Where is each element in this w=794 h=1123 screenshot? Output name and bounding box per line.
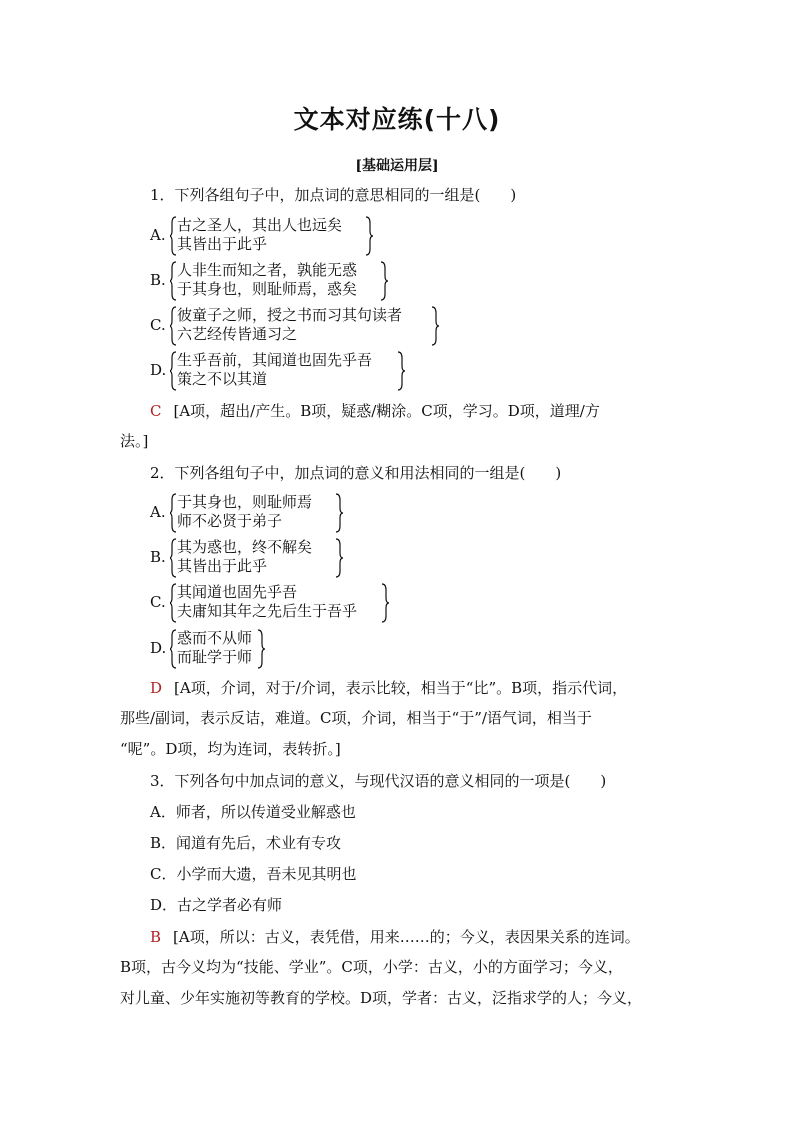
option-line-2: 夫庸知其年之先后生于吾乎 [177, 602, 358, 620]
page-title: 文本对应练(十八) [293, 105, 501, 134]
option-line-1: 惑而不从师 [177, 629, 253, 647]
q2-answer-cont-2: “呢”。D项，均为连词，表转折。] [120, 740, 341, 758]
answer-explanation: [A项，介词，对于/介词，表示比较，相当于“比”。B项，指示代词， [174, 679, 628, 697]
option-line-1: 其为惑也，终不解矣 [177, 538, 313, 556]
option-line-1: 生乎吾前，其闻道也固先乎吾 [177, 351, 373, 369]
option-line-1: 彼童子之师，授之书而习其句读者 [177, 306, 403, 324]
q3-answer-cont-2: 对儿童、少年实施初等教育的学校。D项，学者：古义，泛指求学的人；今义， [120, 989, 643, 1007]
q3-option-d: D．古之学者必有师 [150, 896, 283, 914]
option-line-2: 于其身也，则耻师焉，惑矣 [177, 280, 358, 298]
option-label: C. [150, 593, 166, 611]
question-1-stem: 1．下列各组句子中，加点词的意思相同的一组是( ) [150, 186, 517, 204]
question-3-stem: 3．下列各句中加点词的意义，与现代汉语的意义相同的一项是( ) [150, 772, 607, 790]
q2-answer [150, 678, 627, 698]
q3-option-a: A．师者，所以传道受业解惑也 [150, 803, 356, 821]
option-line-2: 师不必贤于弟子 [177, 512, 283, 530]
q3-option-b: B．闻道有先后，术业有专攻 [150, 834, 342, 852]
option-label: A. [150, 226, 166, 244]
option-line-2: 六艺经传皆通习之 [177, 325, 298, 343]
option-line-1: 古之圣人，其出人也远矣 [177, 216, 343, 234]
option-line-1: 人非生而知之者，孰能无惑 [177, 261, 358, 279]
q3-answer-cont-1: B项，古今义均为“技能、学业”。C项，小学：古义，小的方面学习；今义， [120, 958, 623, 976]
option-line-2: 策之不以其道 [177, 370, 268, 388]
option-label: A. [150, 503, 166, 521]
option-line-2: 其皆出于此乎 [177, 235, 268, 253]
option-label: B. [150, 548, 166, 566]
section-heading: [基础运用层] [355, 158, 439, 174]
option-label: D. [150, 361, 167, 379]
option-label: B. [150, 271, 166, 289]
option-line-2: 而耻学于师 [177, 648, 253, 666]
q1-answer-cont: 法。] [120, 432, 149, 450]
option-line-1: 其闻道也固先乎吾 [177, 583, 298, 601]
question-2-stem: 2．下列各组句子中，加点词的意义和用法相同的一组是( ) [150, 464, 562, 482]
option-line-2: 其皆出于此乎 [177, 557, 268, 575]
q1-answer [150, 401, 600, 421]
answer-letter: D [150, 679, 163, 697]
answer-explanation: [A项，所以：古义，表凭借，用来……的；今义，表因果关系的连词。 [173, 928, 640, 946]
answer-letter: B [150, 928, 162, 946]
q3-answer [150, 927, 640, 947]
option-label: C. [150, 316, 166, 334]
option-line-1: 于其身也，则耻师焉 [177, 493, 313, 511]
q3-option-c: C．小学而大遗，吾未见其明也 [150, 865, 357, 883]
q2-answer-cont-1: 那些/副词，表示反诘，难道。C项，介词，相当于“于”/语气词，相当于 [120, 709, 592, 727]
answer-explanation: [A项，超出/产生。B项，疑惑/糊涂。C项，学习。D项，道理/方 [173, 402, 600, 420]
option-label: D. [150, 639, 167, 657]
answer-letter: C [150, 402, 162, 420]
